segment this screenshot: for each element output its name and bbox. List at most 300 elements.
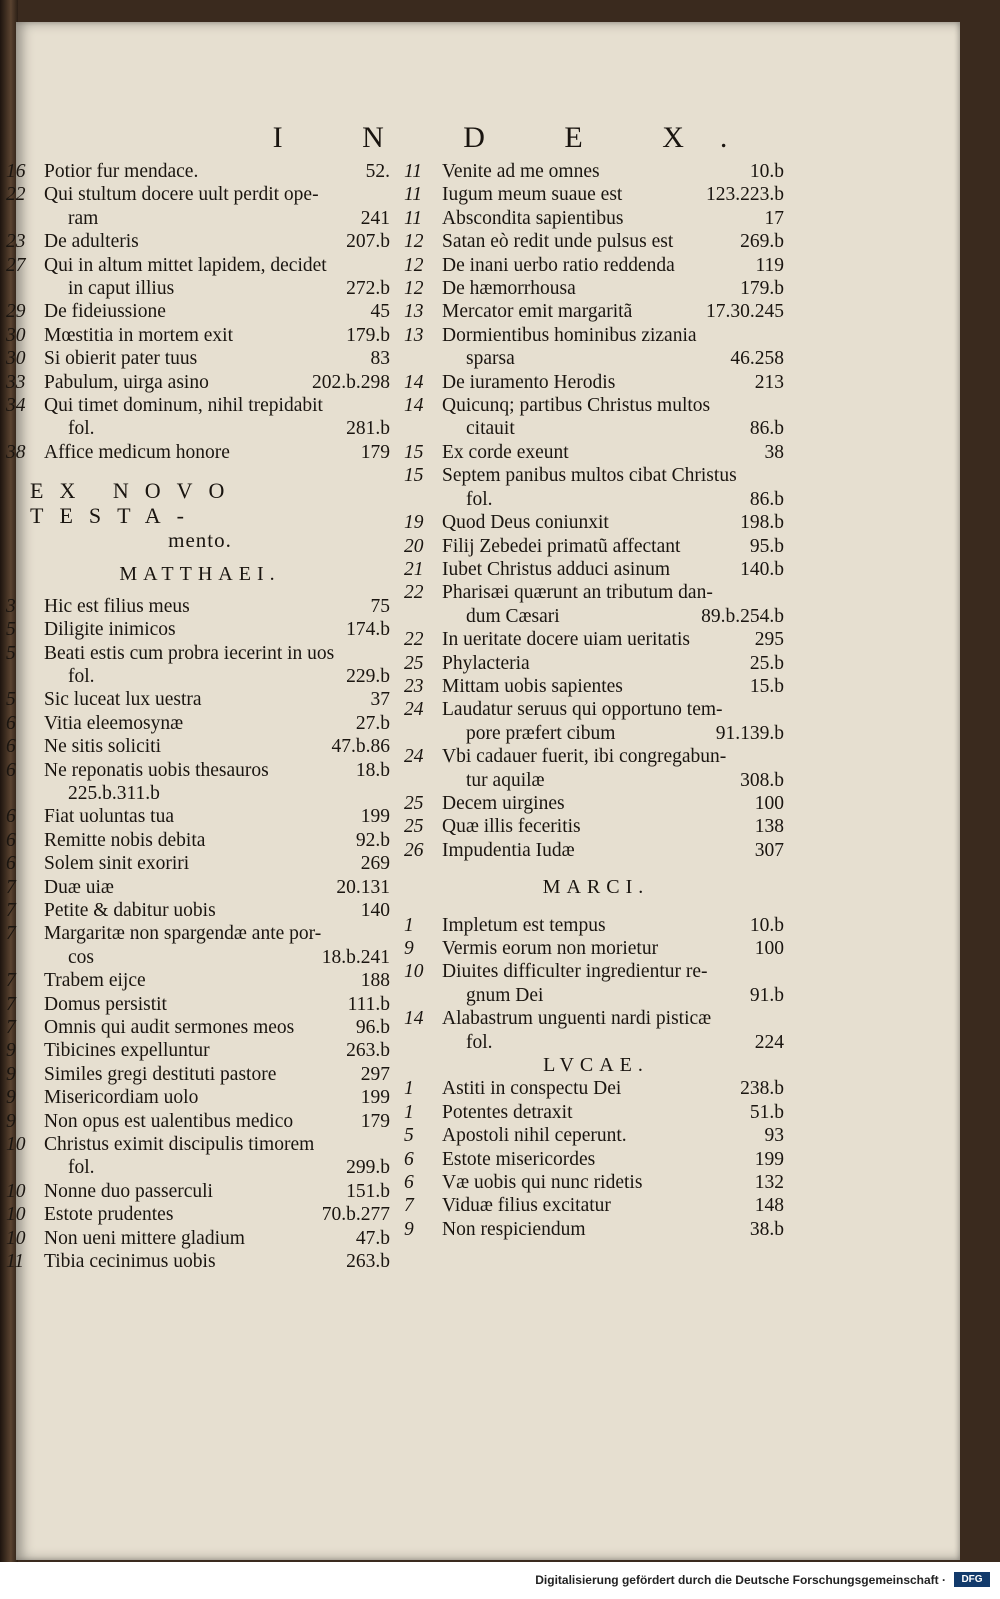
entry-body	[44, 324, 396, 347]
index-entry	[4, 1086, 396, 1109]
entry-body	[44, 805, 396, 828]
entry-body	[442, 792, 790, 815]
page-reference: 92.b	[355, 829, 390, 851]
entry-title: Petite & dabitur uobis 140	[44, 899, 390, 921]
page-reference: 89.b.254.b	[701, 605, 784, 627]
entry-continuation: fol.	[466, 488, 493, 510]
entry-title: Septem panibus multos cibat Christus	[442, 465, 737, 487]
chapter-number: 11	[404, 184, 423, 206]
entry-body	[442, 815, 790, 838]
chapter-number: 14	[404, 395, 424, 417]
index-entry	[4, 230, 396, 253]
entry-body	[442, 1077, 790, 1100]
chapter-number: 23	[404, 675, 424, 697]
chapter-number: 12	[404, 278, 424, 300]
entry-body	[442, 698, 790, 745]
page-reference: 75	[370, 595, 390, 617]
page-reference: 47.b	[355, 1227, 390, 1249]
entry-continuation: 225.b.311.b	[68, 782, 160, 804]
page-reference: 20.131	[336, 876, 390, 898]
entry-title: Estote prudentes 70.b.277	[44, 1204, 390, 1226]
chapter-number: 10	[6, 1204, 26, 1226]
chapter-number: 6	[6, 806, 16, 828]
page-reference: 241	[360, 207, 390, 229]
page-reference: 18.b.241	[321, 946, 390, 968]
entry-body	[442, 394, 790, 441]
entry-title: Pabulum, uirga asino 202.b.298	[44, 371, 390, 393]
index-entry	[402, 441, 790, 464]
chapter-number: 26	[404, 839, 424, 861]
footer-credit: Digitalisierung gefördert durch die Deutsche Forschungsgemeinschaft ·	[535, 1573, 946, 1587]
entry-body	[44, 712, 396, 735]
index-entry	[4, 1250, 396, 1273]
entry-title: Vbi cadauer fuerit, ibi congregabun-	[442, 746, 727, 768]
page-reference: 148	[754, 1195, 784, 1217]
entry-body	[442, 1007, 790, 1054]
index-entry	[402, 207, 790, 230]
chapter-number: 34	[6, 395, 26, 417]
page-reference: 295	[754, 629, 784, 651]
entry-title: Pharisæi quærunt an tributum dan-	[442, 582, 713, 604]
entry-title: Si obierit pater tuus 83	[44, 348, 390, 370]
page-reference: 91.b	[749, 984, 784, 1006]
entry-body	[44, 1039, 396, 1062]
entry-title: Estote misericordes 199	[442, 1148, 784, 1170]
chapter-number: 9	[6, 1063, 16, 1085]
entry-body	[44, 876, 396, 899]
index-entry	[402, 371, 790, 394]
chapter-number: 22	[6, 184, 26, 206]
entry-title: Væ uobis qui nunc ridetis 132	[442, 1172, 784, 1194]
page-reference: 198.b	[740, 512, 784, 534]
chapter-number: 6	[6, 853, 16, 875]
chapter-number: 38	[6, 441, 26, 463]
section-marci: MARCI.	[542, 876, 650, 899]
left-column	[4, 160, 396, 1273]
index-entry	[402, 160, 790, 183]
entry-body	[44, 969, 396, 992]
index-entry	[402, 745, 790, 792]
entry-title: De hæmorrhousa 179.b	[442, 278, 784, 300]
entry-body	[44, 922, 396, 969]
entry-title: Iubet Christus adduci asinum 140.b	[442, 558, 784, 580]
entry-title: Filij Zebedei primatũ affectant 95.b	[442, 535, 784, 557]
chapter-number: 22	[404, 582, 424, 604]
section-new-testament-2: mento.	[168, 528, 232, 553]
entry-body	[442, 1148, 790, 1171]
page-reference: 45	[370, 301, 390, 323]
chapter-number: 16	[6, 161, 26, 182]
chapter-number: 6	[404, 1172, 414, 1194]
index-entry	[4, 160, 396, 183]
index-entry	[402, 1124, 790, 1147]
index-entry	[4, 735, 396, 758]
entry-body	[442, 628, 790, 651]
index-entry	[4, 922, 396, 969]
index-entry	[4, 371, 396, 394]
chapter-number: 13	[404, 324, 424, 346]
chapter-number: 11	[6, 1251, 25, 1273]
entry-body	[442, 1218, 790, 1241]
chapter-number: 21	[404, 558, 424, 580]
chapter-number: 12	[404, 231, 424, 253]
index-entry	[402, 558, 790, 581]
entry-title: Quicunq; partibus Christus multos	[442, 395, 711, 417]
page-reference: 199	[360, 1087, 390, 1109]
page-reference: 151.b	[346, 1180, 390, 1202]
index-entry	[402, 324, 790, 371]
page-reference: 188	[360, 970, 390, 992]
entry-title: Viduæ filius excitatur 148	[442, 1195, 784, 1217]
chapter-number: 5	[404, 1125, 414, 1147]
chapter-number: 5	[6, 642, 16, 664]
entry-body	[442, 652, 790, 675]
chapter-number: 24	[404, 699, 424, 721]
entry-title: Non ueni mittere gladium 47.b	[44, 1227, 390, 1249]
page-reference: 17	[764, 207, 784, 229]
matthaei-entries	[4, 595, 396, 1274]
page-reference: 91.139.b	[715, 722, 784, 744]
entry-body	[44, 688, 396, 711]
page-reference: 263.b	[346, 1040, 390, 1062]
entry-body	[44, 1227, 396, 1250]
page-reference: 202.b.298	[312, 371, 390, 393]
chapter-number: 33	[6, 371, 26, 393]
chapter-number: 11	[404, 161, 423, 182]
entry-title: In ueritate docere uiam ueritatis 295	[442, 629, 784, 651]
entry-title: Laudatur seruus qui opportuno tem-	[442, 699, 723, 721]
index-entry	[4, 1227, 396, 1250]
entry-body	[44, 160, 396, 183]
entry-title: Omnis qui audit sermones meos 96.b	[44, 1017, 390, 1038]
entry-body	[442, 371, 790, 394]
chapter-number: 6	[6, 759, 16, 781]
entry-body	[442, 230, 790, 253]
entry-title: Mercator emit margaritã 17.30.245	[442, 301, 784, 323]
page-reference: 27.b	[355, 712, 390, 734]
entry-body	[44, 1063, 396, 1086]
entry-title: Diligite inimicos 174.b	[44, 619, 390, 641]
chapter-number: 29	[6, 301, 26, 323]
entry-title: Ne reponatis uobis thesauros 18.b	[44, 759, 390, 781]
page-reference: 25.b	[749, 652, 784, 674]
entry-body	[442, 324, 790, 371]
page-reference: 46.258	[730, 348, 784, 370]
entry-title: De adulteris 207.b	[44, 231, 390, 253]
entry-title: Non respiciendum 38.b	[442, 1218, 784, 1240]
index-entry	[402, 937, 790, 960]
entry-continuation: ram	[68, 207, 99, 229]
index-entry	[4, 183, 396, 230]
entry-continuation: fol.	[68, 665, 95, 687]
dfg-logo: DFG	[954, 1572, 990, 1587]
section-matthaei: MATTHAEI.	[119, 563, 281, 586]
entry-continuation: fol.	[68, 418, 95, 440]
entry-title: Christus eximit discipulis timorem	[44, 1134, 315, 1156]
page-reference: 308.b	[740, 769, 784, 791]
section-lucae: LVCAE.	[543, 1054, 649, 1077]
page-reference: 238.b	[740, 1078, 784, 1100]
page-reference: 179.b	[346, 324, 390, 346]
chapter-number: 7	[6, 923, 16, 945]
index-entry	[4, 899, 396, 922]
chapter-number: 6	[6, 829, 16, 851]
chapter-number: 30	[6, 324, 26, 346]
page-reference: 70.b.277	[321, 1204, 390, 1226]
page-reference: 18.b	[355, 759, 390, 781]
entry-body	[44, 735, 396, 758]
entry-title: Domus persistit 111.b	[44, 993, 390, 1015]
entry-body	[44, 899, 396, 922]
chapter-number: 1	[404, 1078, 414, 1100]
chapter-number: 5	[6, 619, 16, 641]
page-reference: 38.b	[749, 1218, 784, 1240]
entry-continuation: citauit	[466, 418, 515, 440]
chapter-number: 9	[6, 1040, 16, 1062]
entry-body	[44, 1016, 396, 1039]
entry-title: Mœstitia in mortem exit 179.b	[44, 324, 390, 346]
entry-continuation: in caput illius	[68, 278, 175, 300]
page-reference: 93	[764, 1125, 784, 1147]
entry-title: Phylacteria 25.b	[442, 652, 784, 674]
page-reference: 132	[754, 1172, 784, 1194]
index-entry	[402, 628, 790, 651]
page-reference: 47.b.86	[331, 736, 390, 758]
chapter-number: 7	[6, 899, 16, 921]
entry-body	[44, 759, 396, 806]
index-entry	[4, 642, 396, 689]
entry-body	[44, 394, 396, 441]
entry-title: Decem uirgines 100	[442, 792, 784, 814]
chapter-number: 7	[6, 970, 16, 992]
page-reference: 17.30.245	[706, 301, 784, 323]
index-entry	[4, 1039, 396, 1062]
entry-title: Trabem eijce 188	[44, 970, 390, 992]
chapter-number: 6	[404, 1148, 414, 1170]
entry-continuation: gnum Dei	[466, 984, 544, 1006]
entry-body	[442, 441, 790, 464]
entry-title: Alabastrum unguenti nardi pisticæ	[442, 1008, 712, 1030]
index-entry	[4, 254, 396, 301]
index-entry	[402, 1148, 790, 1171]
index-entry	[402, 792, 790, 815]
entry-title: Misericordiam uolo 199	[44, 1087, 390, 1109]
entry-continuation: sparsa	[466, 348, 515, 370]
chapter-number: 9	[6, 1110, 16, 1132]
chapter-number: 10	[6, 1180, 26, 1202]
page-reference: 179	[360, 1110, 390, 1132]
page-reference: 111.b	[347, 993, 390, 1015]
page-reference: 95.b	[749, 535, 784, 557]
entry-title: Sic luceat lux uestra 37	[44, 689, 390, 711]
index-entry	[4, 595, 396, 618]
chapter-number: 25	[404, 652, 424, 674]
index-entry	[402, 960, 790, 1007]
entry-body	[44, 642, 396, 689]
page-reference: 100	[754, 792, 784, 814]
entry-title: Fiat uoluntas tua 199	[44, 806, 390, 828]
index-entry	[402, 277, 790, 300]
index-entry	[402, 1171, 790, 1194]
entry-title: Qui timet dominum, nihil trepidabit	[44, 395, 323, 417]
entry-body	[44, 1086, 396, 1109]
entry-body	[442, 300, 790, 323]
page-reference: 100	[754, 938, 784, 959]
page-reference: 299.b	[346, 1157, 390, 1179]
entry-body	[442, 675, 790, 698]
page-reference: 199	[360, 806, 390, 828]
entry-title: Iugum meum suaue est 123.223.b	[442, 184, 784, 206]
entry-title: Potentes detraxit 51.b	[442, 1101, 784, 1123]
index-entry	[402, 394, 790, 441]
index-entry	[402, 535, 790, 558]
entry-title: Impudentia Iudæ 307	[442, 839, 784, 861]
page-reference: 10.b	[749, 161, 784, 182]
entry-continuation: tur aquilæ	[466, 769, 545, 791]
entry-body	[44, 595, 396, 618]
entry-body	[44, 441, 396, 464]
page-reference: 272.b	[346, 278, 390, 300]
page-reference: 10.b	[749, 914, 784, 936]
page-reference: 307	[754, 839, 784, 861]
entry-body	[44, 1133, 396, 1180]
chapter-number: 9	[404, 1218, 414, 1240]
index-entry	[402, 581, 790, 628]
chapter-number: 9	[6, 1087, 16, 1109]
entry-title: De inani uerbo ratio reddenda 119	[442, 254, 784, 276]
entry-body	[442, 160, 790, 183]
page-reference: 96.b	[355, 1017, 390, 1038]
index-entry	[402, 698, 790, 745]
entry-body	[442, 1171, 790, 1194]
entry-title: De fideiussione 45	[44, 301, 390, 323]
entry-title: Ne sitis soliciti 47.b.86	[44, 736, 390, 758]
entry-body	[442, 464, 790, 511]
entry-title: Qui in altum mittet lapidem, decidet	[44, 254, 327, 276]
entry-title: Duæ uiæ 20.131	[44, 876, 390, 898]
page-reference: 269	[360, 853, 390, 875]
entry-title: Mittam uobis sapientes 15.b	[442, 675, 784, 697]
index-entry	[4, 1180, 396, 1203]
index-entry	[402, 254, 790, 277]
chapter-number: 5	[6, 689, 16, 711]
entry-body	[442, 1101, 790, 1124]
index-entry	[402, 230, 790, 253]
entry-body	[44, 1180, 396, 1203]
left-top-entries	[4, 160, 396, 464]
entry-body	[442, 183, 790, 206]
entry-body	[44, 993, 396, 1016]
page-reference: 179.b	[740, 278, 784, 300]
entry-title: Qui stultum docere uult perdit ope-	[44, 184, 319, 206]
chapter-number: 10	[404, 961, 424, 983]
index-entry	[4, 1110, 396, 1133]
entry-title: Impletum est tempus 10.b	[442, 914, 784, 936]
entry-title: Diuites difficulter ingredientur re-	[442, 961, 708, 983]
entry-body	[442, 535, 790, 558]
index-entry	[402, 300, 790, 323]
index-entry	[402, 1194, 790, 1217]
index-entry	[4, 876, 396, 899]
page-reference: 83	[370, 348, 390, 370]
entry-title: Margaritæ non spargendæ ante por-	[44, 923, 322, 945]
chapter-number: 10	[6, 1227, 26, 1249]
index-entry	[402, 839, 790, 862]
entry-title: Apostoli nihil ceperunt. 93	[442, 1125, 784, 1147]
entry-body	[442, 277, 790, 300]
entry-body	[44, 300, 396, 323]
page-reference: 38	[764, 441, 784, 463]
index-entry	[4, 712, 396, 735]
entry-body	[44, 183, 396, 230]
entry-title: Vermis eorum non morietur 100	[442, 938, 784, 959]
chapter-number: 13	[404, 301, 424, 323]
entry-title: Nonne duo passerculi 151.b	[44, 1180, 390, 1202]
chapter-number: 19	[404, 512, 424, 534]
index-entry	[4, 852, 396, 875]
lucae-entries	[402, 1077, 790, 1241]
page-reference: 179	[360, 441, 390, 463]
page-reference: 174.b	[346, 619, 390, 641]
entry-continuation: cos	[68, 946, 94, 968]
entry-body	[442, 1194, 790, 1217]
chapter-number: 25	[404, 792, 424, 814]
index-entry	[402, 1101, 790, 1124]
chapter-number: 20	[404, 535, 424, 557]
chapter-number: 10	[6, 1134, 26, 1156]
entry-title: Hic est filius meus 75	[44, 595, 390, 617]
entry-title: Beati estis cum probra iecerint in uos	[44, 642, 335, 664]
entry-body	[442, 745, 790, 792]
entry-body	[44, 371, 396, 394]
chapter-number: 6	[6, 736, 16, 758]
index-entry	[402, 183, 790, 206]
chapter-number: 25	[404, 816, 424, 838]
page-reference: 269.b	[740, 231, 784, 253]
chapter-number: 15	[404, 465, 424, 487]
right-column	[402, 160, 790, 1241]
page-reference: 15.b	[749, 675, 784, 697]
chapter-number: 3	[6, 595, 16, 617]
chapter-number: 7	[6, 876, 16, 898]
entry-title: Tibicines expelluntur 263.b	[44, 1040, 390, 1062]
matthaei-continued-entries	[402, 160, 790, 862]
chapter-number: 27	[6, 254, 26, 276]
entry-title: Solem sinit exoriri 269	[44, 853, 390, 875]
index-entry	[4, 300, 396, 323]
index-entry	[4, 1133, 396, 1180]
page-reference: 86.b	[749, 488, 784, 510]
page-reference: 52.	[365, 161, 390, 182]
index-entry	[4, 993, 396, 1016]
page-reference: 213	[754, 371, 784, 393]
chapter-number: 11	[404, 207, 423, 229]
entry-body	[44, 1250, 396, 1273]
index-entry	[4, 759, 396, 806]
entry-title: Similes gregi destituti pastore 297	[44, 1063, 390, 1085]
entry-body	[44, 347, 396, 370]
index-entry	[4, 1203, 396, 1226]
page-reference: 263.b	[346, 1251, 390, 1273]
entry-body	[442, 254, 790, 277]
chapter-number: 6	[6, 712, 16, 734]
index-entry	[4, 324, 396, 347]
index-entry	[4, 1063, 396, 1086]
entry-body	[442, 581, 790, 628]
entry-body	[44, 1203, 396, 1226]
entry-title: Dormientibus hominibus zizania	[442, 324, 697, 346]
index-entry	[4, 618, 396, 641]
